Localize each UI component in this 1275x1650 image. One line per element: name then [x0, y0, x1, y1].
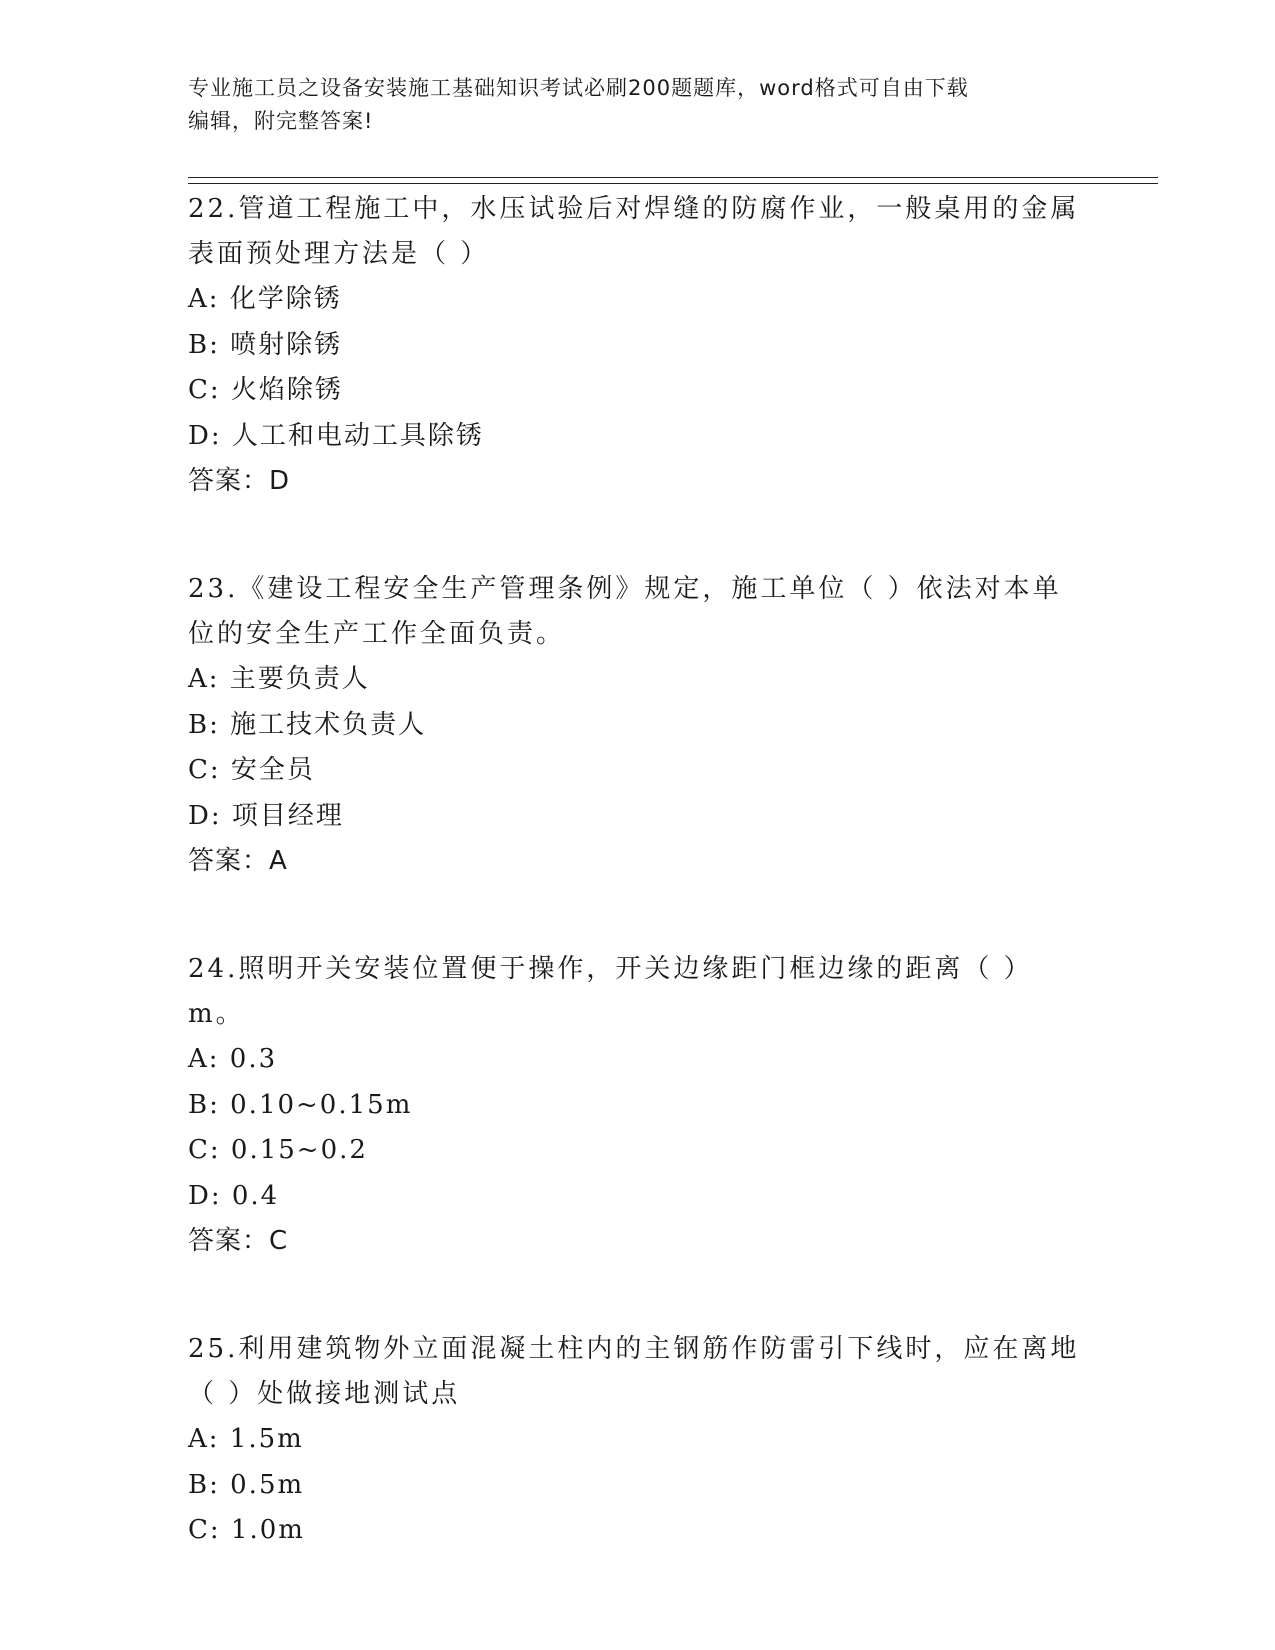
option-b: B: 0.10~0.15m [188, 1089, 413, 1120]
option-c: C: 0.15~0.2 [188, 1135, 368, 1165]
question-text: 表面预处理方法是（ ） [188, 239, 490, 269]
question-25 [188, 1327, 1088, 1554]
option-c: C: 火焰除锈 [188, 375, 343, 405]
option-b: B: 0.5m [188, 1469, 305, 1500]
option-b: B: 喷射除锈 [188, 329, 343, 360]
option-d: D: 0.4 [188, 1180, 280, 1211]
answer: 答案：A [188, 846, 288, 876]
question-22 [188, 187, 1088, 504]
header-line-1: 专业施工员之设备安装施工基础知识考试必刷200题题库，word格式可自由下载 [188, 76, 969, 100]
header-divider-bottom [188, 183, 1158, 184]
option-d: D: 人工和电动工具除锈 [188, 420, 484, 451]
question-list [188, 187, 1088, 1554]
header-line-2: 编辑，附完整答案! [188, 109, 374, 133]
question-23 [188, 567, 1088, 884]
answer: 答案：C [188, 1226, 289, 1256]
question-text: 24.照明开关安装位置便于操作，开关边缘距门框边缘的距离（ ）m。 [188, 954, 1033, 1029]
option-b: B: 施工技术负责人 [188, 709, 427, 740]
question-text: 位的安全生产工作全面负责。 [188, 619, 566, 649]
option-c: C: 1.0m [188, 1515, 305, 1545]
question-24 [188, 947, 1088, 1264]
option-a: A: 主要负责人 [188, 664, 370, 694]
answer: 答案：D [188, 466, 291, 496]
option-c: C: 安全员 [188, 755, 315, 785]
question-text: 23.《建设工程安全生产管理条例》规定，施工单位（ ）依法对本单 [188, 574, 1062, 604]
option-a: A: 化学除锈 [188, 284, 342, 314]
option-d: D: 项目经理 [188, 800, 344, 831]
header-divider-top [188, 177, 1158, 178]
question-text: 22.管道工程施工中，水压试验后对焊缝的防腐作业，一般桌用的金属 [188, 194, 1080, 224]
question-text: （ ）处做接地测试点 [188, 1379, 461, 1409]
question-text: 25.利用建筑物外立面混凝土柱内的主钢筋作防雷引下线时，应在离地 [188, 1334, 1080, 1364]
document-header [188, 72, 1068, 138]
option-a: A: 1.5m [188, 1424, 304, 1454]
option-a: A: 0.3 [188, 1044, 278, 1074]
